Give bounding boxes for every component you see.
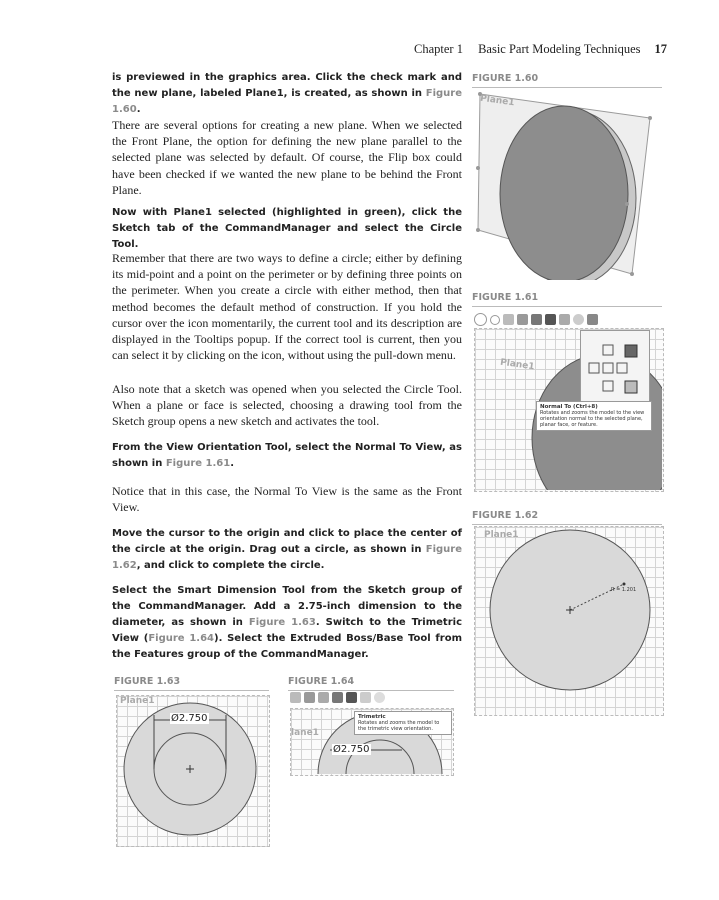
figure-link-1-60[interactable]: Figure 1.60 <box>112 88 462 115</box>
figure-1-63-label: FIGURE 1.63 <box>114 676 269 691</box>
rotate-icon[interactable] <box>490 315 500 325</box>
paragraph-6: From the View Orientation Tool, select the Normal To View, as shown in Figure 1.61. <box>112 442 462 469</box>
tooltip-trimetric: Trimetric Rotates and zooms the model to the trimetric view orientation. <box>354 711 452 735</box>
plane1-label: lane1 <box>291 728 319 738</box>
figure-1-61-label: FIGURE 1.61 <box>472 292 662 307</box>
display-style-icon[interactable] <box>346 692 357 703</box>
plane1-label: Plane1 <box>120 696 155 706</box>
figure-1-60-image <box>472 88 662 280</box>
view-orientation-icon[interactable] <box>332 692 343 703</box>
paragraph-7: Notice that in this case, the Normal To View is the same as the Front View. <box>112 484 462 515</box>
appearance-icon[interactable] <box>573 314 584 325</box>
tooltip-normal-to: Normal To (Ctrl+8) Rotates and zooms the model to the view orientation normal to the selected plane, planar face, or feature. <box>536 401 652 431</box>
diameter-dimension[interactable]: Ø2.750 <box>333 744 370 755</box>
appearance-icon[interactable] <box>374 692 385 703</box>
figure-1-62-label: FIGURE 1.62 <box>472 510 662 525</box>
paragraph-9: Select the Smart Dimension Tool from the Sketch group of the CommandManager. Add a 2.75-inch dimension to the diameter, as shown in Figure 1.63. Switch to the Trimetric View (Figure 1.64). Select the Extruded Boss/Base Tool from the Features group of the CommandManager. <box>112 585 462 660</box>
pan-icon[interactable] <box>503 314 514 325</box>
scene-icon[interactable] <box>587 314 598 325</box>
figure-link-1-62[interactable]: Figure 1.62 <box>112 544 462 571</box>
display-style-icon[interactable] <box>545 314 556 325</box>
hide-show-icon[interactable] <box>360 692 371 703</box>
view-orientation-popup <box>580 330 650 402</box>
paragraph-5: Also note that a sketch was opened when you selected the Circle Tool. When a plane or face is selected, choosing a drawing tool from the Sketch group opens a new sketch and activates the tool. <box>112 382 462 429</box>
plane1-label: Plane1 <box>479 93 516 109</box>
zoom-icon[interactable] <box>318 692 329 703</box>
view-toolbar <box>290 692 385 703</box>
paragraph-1: is previewed in the graphics area. Click the check mark and the new plane, labeled Plane1, is created, as shown in Figure 1.60. <box>112 72 462 115</box>
view-orientation-icon[interactable] <box>531 314 542 325</box>
paragraph-2: There are several options for creating a new plane. When we selected the Front Plane, the option for defining the new plane parallel to the selected plane was selected by default. Of course, the Flip box could have been checked if we wanted the new plane to be behind the Front Plane. <box>112 118 462 197</box>
plane1-label: Plane1 <box>499 357 536 373</box>
pan-icon[interactable] <box>290 692 301 703</box>
page-number: 17 <box>654 42 667 56</box>
chapter-label: Chapter 1 <box>414 42 463 56</box>
paragraph-3: Now with Plane1 selected (highlighted in green), click the Sketch tab of the CommandManager and select the Circle Tool. <box>112 207 462 250</box>
figure-link-1-61[interactable]: Figure 1.61 <box>165 458 231 469</box>
paragraph-8: Move the cursor to the origin and click to place the center of the circle at the origin. Drag out a circle, as shown in Figure 1.62, and click to complete the circle. <box>112 528 462 571</box>
view-cube-icons <box>581 331 649 401</box>
diameter-dimension[interactable]: Ø2.750 <box>171 713 208 724</box>
plane1-label: Plane1 <box>484 530 519 540</box>
figure-link-1-64[interactable]: Figure 1.64 <box>148 633 214 644</box>
figure-link-1-63[interactable]: Figure 1.63 <box>248 617 316 628</box>
section-icon[interactable] <box>517 314 528 325</box>
hide-show-icon[interactable] <box>559 314 570 325</box>
section-icon[interactable] <box>304 692 315 703</box>
running-header <box>414 42 667 57</box>
zoom-icon[interactable] <box>474 313 487 326</box>
chapter-title: Basic Part Modeling Techniques <box>478 42 641 56</box>
view-toolbar <box>474 313 598 326</box>
paragraph-4: Remember that there are two ways to define a circle; either by defining its mid-point and a point on the perimeter or by defining three points on the perimeter. When you create a circle with either method, then that method becomes the default method of construction. If you hold the cursor over the icon momentarily, the current tool and its description are displayed in the Tooltips popup. If the correct tool is current, then you can select it by clicking on the icon, without using the pull-down menu. <box>112 251 462 363</box>
radius-readout: R = 1.201 <box>611 587 637 593</box>
figure-1-64-label: FIGURE 1.64 <box>288 676 454 691</box>
figure-1-62-image <box>474 526 662 714</box>
figure-1-60-label: FIGURE 1.60 <box>472 73 662 88</box>
